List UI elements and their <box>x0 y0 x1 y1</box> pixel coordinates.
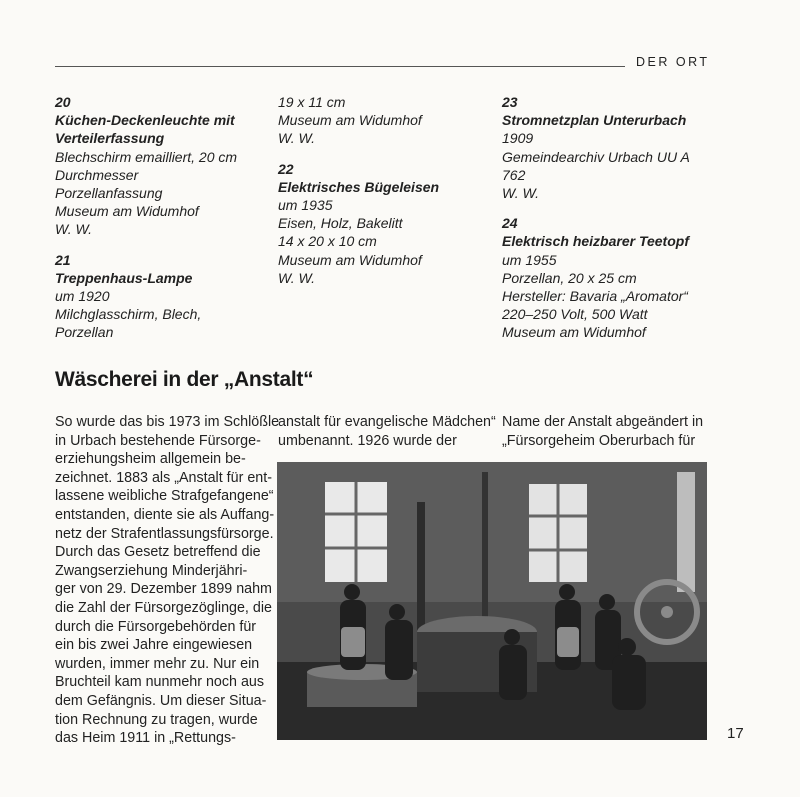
catalog-entry <box>502 93 732 202</box>
entry-line: 14 x 20 x 10 cm <box>278 233 377 250</box>
entry-line: Museum am Widumhof <box>55 203 199 220</box>
article-column-1 <box>55 413 280 748</box>
entry-line: Porzellan <box>55 324 114 341</box>
catalog-entry <box>55 251 265 342</box>
article-column-2 <box>278 413 496 450</box>
entry-line: Eisen, Holz, Bakelitt <box>278 215 403 232</box>
catalog-column-2 <box>278 93 488 299</box>
entry-line: 19 x 11 cm <box>278 94 346 110</box>
laundry-photo-illustration <box>277 462 707 740</box>
entry-line: 220–250 Volt, 500 Watt <box>502 306 648 323</box>
entry-title: Treppenhaus-Lampe <box>55 269 193 286</box>
article-line: tion Rechnung zu tragen, wurde <box>55 711 258 728</box>
entry-line: Milchglasschirm, Blech, <box>55 306 202 323</box>
article-line: ger von 29. Dezember 1899 nahm <box>55 581 272 598</box>
entry-line: um 1955 <box>502 251 557 268</box>
entry-line: Hersteller: Bavaria „Aromator“ <box>502 288 688 305</box>
article-line: die Zahl der Fürsorgezöglinge, die <box>55 599 272 616</box>
entry-title: Küchen-Deckenleuchte mit <box>55 112 235 129</box>
article-line: das Heim 1911 in „Rettungs- <box>55 730 236 747</box>
entry-line: um 1935 <box>278 197 333 214</box>
entry-line: 1909 <box>502 130 534 147</box>
article-line: Zwangserziehung Minderjähri- <box>55 562 248 579</box>
article-line: „Fürsorgeheim Oberurbach für <box>502 432 696 449</box>
article-line: umbenannt. 1926 wurde der <box>278 432 457 449</box>
entry-line: W. W. <box>278 269 316 286</box>
article-heading: Wäscherei in der „Anstalt“ <box>55 368 314 391</box>
article-line: entstanden, diente sie als Auffang- <box>55 506 275 523</box>
catalog-entry <box>278 160 488 287</box>
entry-line: 762 <box>502 166 526 183</box>
catalog-column-1 <box>55 93 265 354</box>
entry-line: Gemeindearchiv Urbach UU A <box>502 148 690 165</box>
entry-line: W. W. <box>502 185 540 202</box>
entry-line: Museum am Widumhof <box>278 251 422 268</box>
catalog-column-3 <box>502 93 732 354</box>
header-rule <box>55 66 625 67</box>
article-line: Bruchteil kam nunmehr noch aus <box>55 674 265 691</box>
page-number: 17 <box>727 725 744 742</box>
entry-title: Verteilerfassung <box>55 130 165 147</box>
section-label: DER ORT <box>636 55 710 69</box>
article-column-3 <box>502 413 707 450</box>
entry-line: W. W. <box>278 130 316 147</box>
article-line: So wurde das bis 1973 im Schlößle <box>55 414 280 430</box>
article-line: Durch das Gesetz betreffend die <box>55 544 261 561</box>
article-line: anstalt für evangelische Mädchen“ <box>278 414 496 430</box>
article-line: durch die Fürsorgebehörden für <box>55 618 257 635</box>
article-line: wurden, immer mehr zu. Nur ein <box>55 655 260 672</box>
entry-line: um 1920 <box>55 288 110 305</box>
article-line: Name der Anstalt abgeändert in <box>502 414 704 430</box>
entry-title: Elektrisch heizbarer Teetopf <box>502 233 689 250</box>
entry-line: Porzellanfassung <box>55 185 163 202</box>
entry-line: W. W. <box>55 221 93 238</box>
entry-number: 23 <box>502 94 518 110</box>
article-line: zeichnet. 1883 als „Anstalt für ent- <box>55 469 272 486</box>
laundry-photo <box>277 462 707 740</box>
catalog-continuation <box>278 93 488 148</box>
article-line: dem Gefängnis. Um dieser Situa- <box>55 692 267 709</box>
article-line: erziehungsheim allgemein be- <box>55 451 246 468</box>
entry-title: Stromnetzplan Unterurbach <box>502 112 687 129</box>
entry-number: 21 <box>55 251 71 268</box>
entry-line: Blechschirm emailliert, 20 cm <box>55 148 238 165</box>
entry-number: 20 <box>55 94 71 110</box>
entry-line: Museum am Widumhof <box>502 324 646 341</box>
article-line: ein bis zwei Jahre eingewiesen <box>55 637 253 654</box>
entry-number: 22 <box>278 160 294 177</box>
article-line: lassene weibliche Strafgefangene“ <box>55 488 274 505</box>
entry-line: Museum am Widumhof <box>278 112 422 129</box>
article-line: netz der Strafentlassungsfürsorge. <box>55 525 274 542</box>
entry-line: Durchmesser <box>55 166 139 183</box>
catalog-entry <box>502 214 732 341</box>
entry-title: Elektrisches Bügeleisen <box>278 178 440 195</box>
entry-line: Porzellan, 20 x 25 cm <box>502 269 637 286</box>
entry-number: 24 <box>502 215 518 232</box>
article-line: in Urbach bestehende Fürsorge- <box>55 432 261 449</box>
catalog-entry <box>55 93 265 239</box>
